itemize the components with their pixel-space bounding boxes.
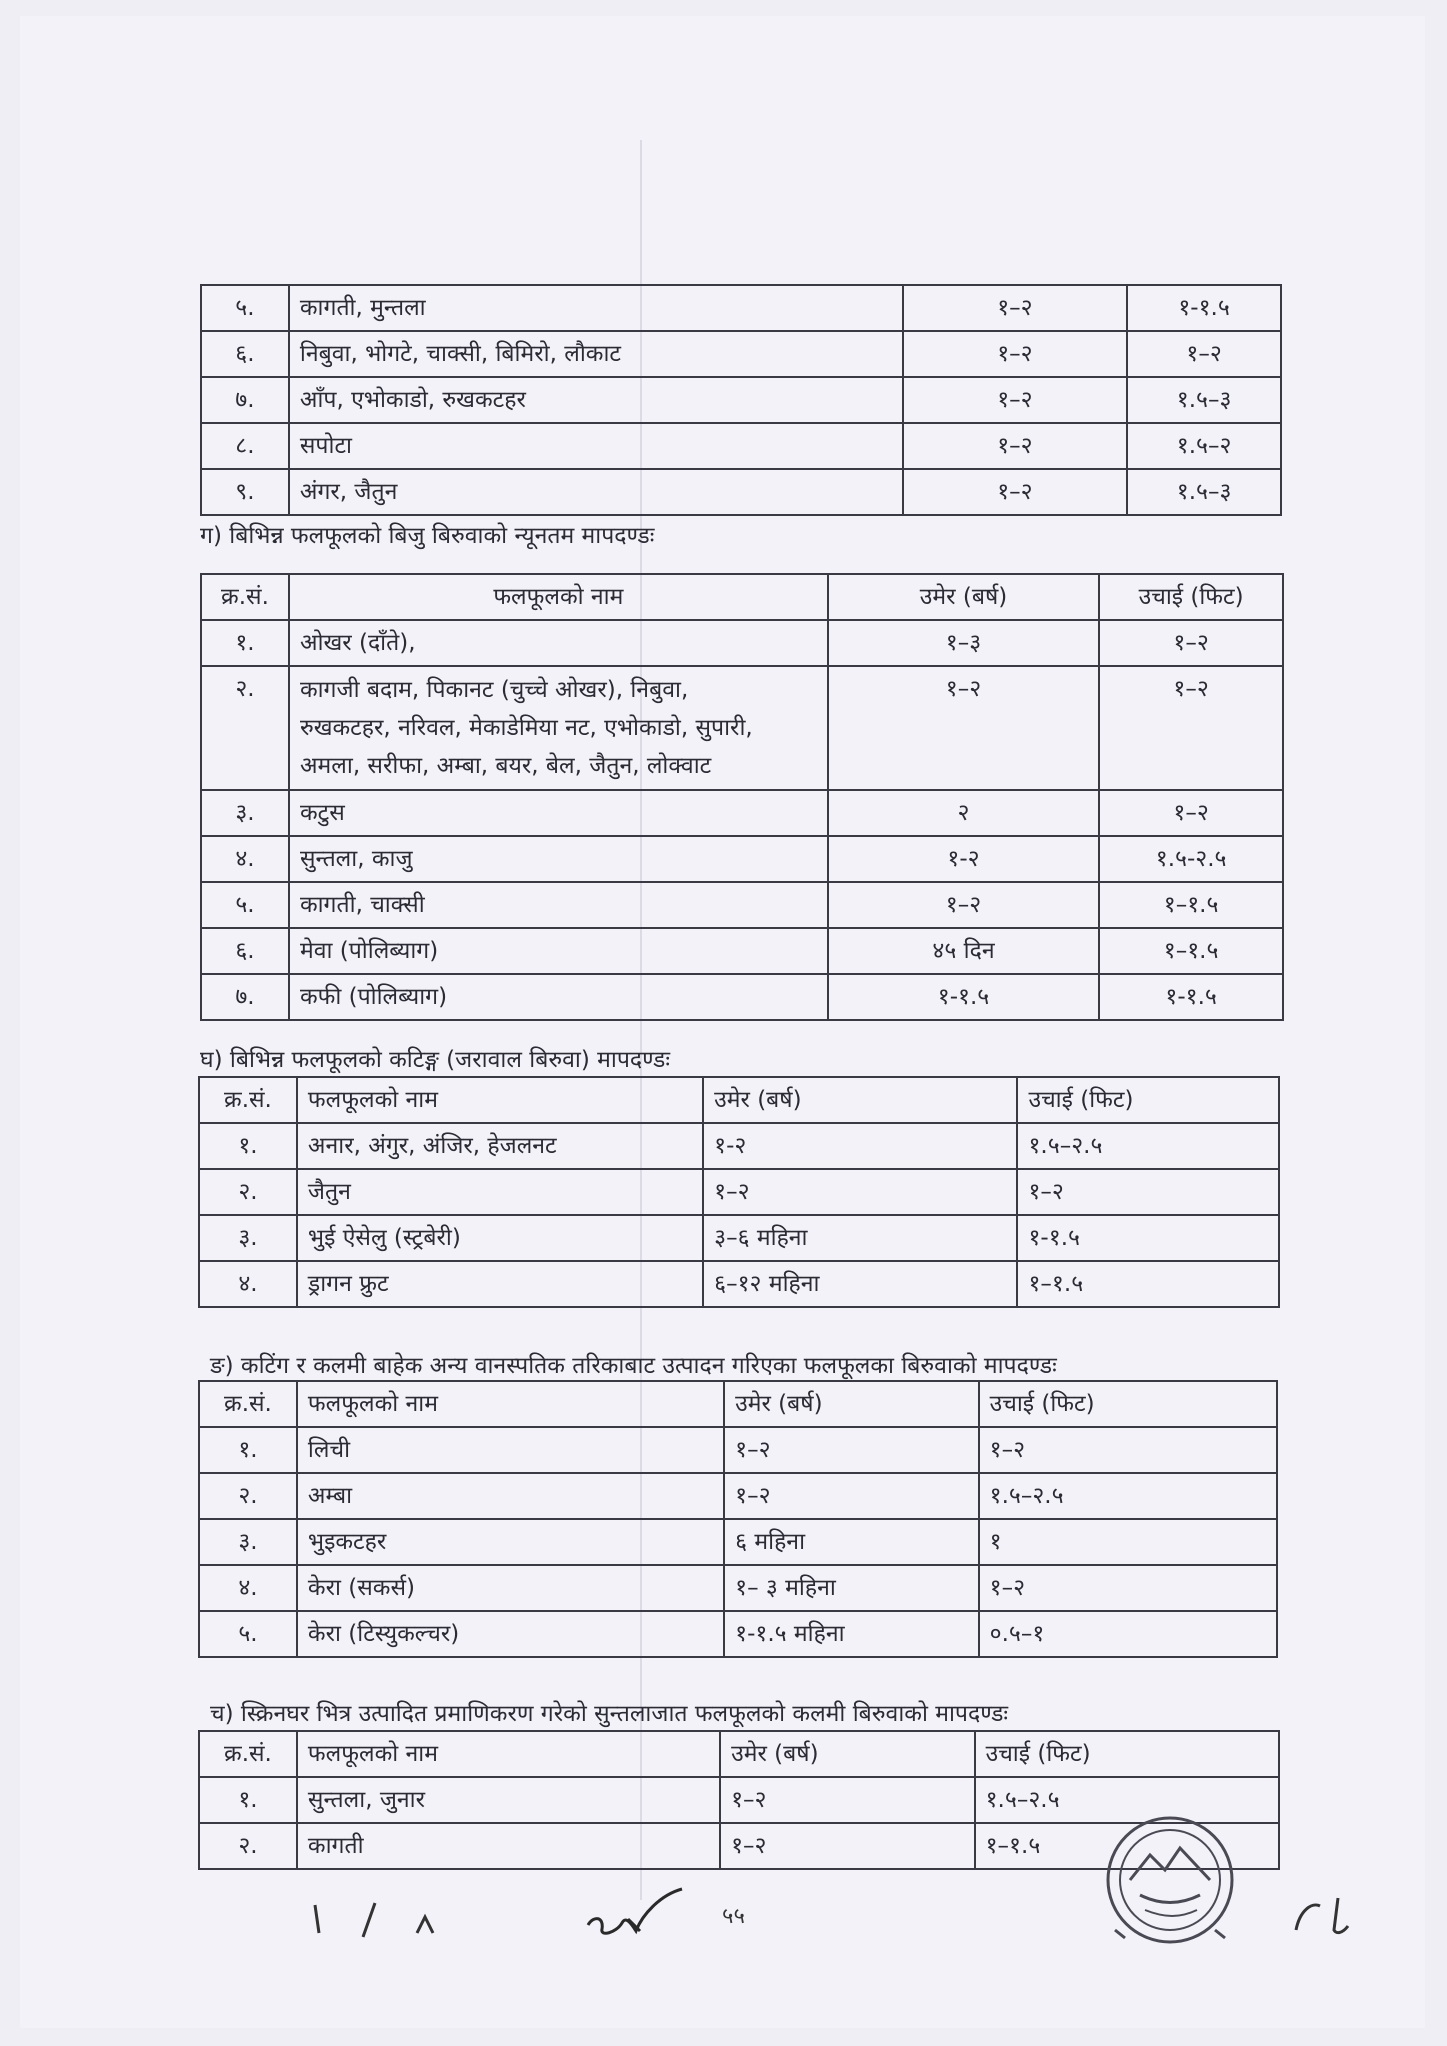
age-cell: ६ महिना xyxy=(724,1519,979,1565)
column-header-serial: क्र.सं. xyxy=(199,1381,297,1427)
column-header-serial: क्र.सं. xyxy=(201,574,289,620)
section-ch-heading: च) स्क्रिनघर भित्र उत्पादित प्रमाणिकरण गरेको सुन्तलाजात फलफूलको कलमी बिरुवाको मापदण्डः xyxy=(210,1701,1009,1727)
serial-cell: ८. xyxy=(201,423,289,469)
column-header-fruit-name: फलफूलको नाम xyxy=(289,574,828,620)
fruit-name-cell: कफी (पोलिब्याग) xyxy=(289,974,828,1020)
table-row xyxy=(199,1169,1279,1215)
age-cell: १-२ xyxy=(703,1123,1017,1169)
age-cell: १–२ xyxy=(903,377,1128,423)
column-header-age: उमेर (बर्ष) xyxy=(703,1077,1017,1123)
age-cell: १–२ xyxy=(724,1473,979,1519)
table-row xyxy=(199,1565,1277,1611)
column-header-fruit-name: फलफूलको नाम xyxy=(297,1731,720,1777)
fruit-name-cell: कटुस xyxy=(289,790,828,836)
age-cell: १–२ xyxy=(828,666,1099,790)
serial-cell: ४. xyxy=(199,1565,297,1611)
fruit-name-cell: कागती, मुन्तला xyxy=(289,285,903,331)
fruit-name-cell: ओखर (दाँते), xyxy=(289,620,828,666)
fruit-name-cell: केरा (टिस्युकल्चर) xyxy=(297,1611,724,1657)
column-header-height: उचाई (फिट) xyxy=(1017,1077,1279,1123)
height-cell: १ xyxy=(979,1519,1277,1565)
fruit-name-cell: अम्बा xyxy=(297,1473,724,1519)
height-cell: १–१.५ xyxy=(975,1823,1279,1869)
height-cell: १.५-२.५ xyxy=(1099,836,1283,882)
table-row xyxy=(199,1261,1279,1307)
table-header-row xyxy=(199,1381,1277,1427)
fruit-name-cell: कागती xyxy=(297,1823,720,1869)
column-header-age: उमेर (बर्ष) xyxy=(828,574,1099,620)
fruit-name-cell: भुइकटहर xyxy=(297,1519,724,1565)
age-cell: ६–१२ महिना xyxy=(703,1261,1017,1307)
table-row xyxy=(201,790,1283,836)
page-number: ५५ xyxy=(722,1904,745,1929)
column-header-fruit-name: फलफूलको नाम xyxy=(297,1077,703,1123)
fruit-name-cell: भुई ऐसेलु (स्ट्रबेरी) xyxy=(297,1215,703,1261)
fruit-name-cell: ड्रागन फ्रुट xyxy=(297,1261,703,1307)
height-cell: १–१.५ xyxy=(1099,882,1283,928)
table-section-gh xyxy=(198,1076,1280,1308)
height-cell: १–२ xyxy=(1127,331,1281,377)
serial-cell: ६. xyxy=(201,928,289,974)
age-cell: ४५ दिन xyxy=(828,928,1099,974)
serial-cell: २. xyxy=(201,666,289,790)
table-body xyxy=(201,285,1281,515)
column-header-height: उचाई (फिट) xyxy=(975,1731,1279,1777)
age-cell: १–२ xyxy=(903,331,1128,377)
serial-cell: ५. xyxy=(201,285,289,331)
table-header-row xyxy=(201,574,1283,620)
height-cell: १.५–२.५ xyxy=(1017,1123,1279,1169)
height-cell: १–२ xyxy=(1017,1169,1279,1215)
fruit-name-cell: कागती, चाक्सी xyxy=(289,882,828,928)
height-cell: १–२ xyxy=(979,1427,1277,1473)
height-cell: १–२ xyxy=(1099,790,1283,836)
table-header-row xyxy=(199,1077,1279,1123)
age-cell: १–२ xyxy=(903,469,1128,515)
height-cell: १-१.५ xyxy=(1017,1215,1279,1261)
age-cell: १-२ xyxy=(828,836,1099,882)
column-header-height: उचाई (फिट) xyxy=(1099,574,1283,620)
table-body xyxy=(199,1123,1279,1307)
official-seal-stamp xyxy=(1085,1810,1255,1960)
table-row xyxy=(201,928,1283,974)
age-cell: १–२ xyxy=(720,1823,975,1869)
fruit-name-cell: कागजी बदाम, पिकानट (चुच्चे ओखर), निबुवा, रुखकटहर, नरिवल, मेकाडेमिया नट, एभोकाडो, सुपारी, अमला, सरीफा, अम्बा, बयर, बेल, जैतुन, लोक्वाट xyxy=(289,666,828,790)
table-row xyxy=(199,1473,1277,1519)
initials-signature-left xyxy=(305,1895,475,1945)
age-cell: १–२ xyxy=(720,1777,975,1823)
age-cell: १–२ xyxy=(903,423,1128,469)
serial-cell: ९. xyxy=(201,469,289,515)
section-gh-heading: घ) बिभिन्न फलफूलको कटिङ्ग (जरावाल बिरुवा) मापदण्डः xyxy=(200,1047,670,1073)
age-cell: १–२ xyxy=(724,1427,979,1473)
height-cell: ०.५–१ xyxy=(979,1611,1277,1657)
table-row xyxy=(201,377,1281,423)
table-row xyxy=(199,1427,1277,1473)
age-cell: १–२ xyxy=(703,1169,1017,1215)
serial-cell: १. xyxy=(199,1427,297,1473)
serial-cell: १. xyxy=(199,1777,297,1823)
height-cell: १–२ xyxy=(979,1565,1277,1611)
age-cell: १-१.५ xyxy=(828,974,1099,1020)
height-cell: १-१.५ xyxy=(1099,974,1283,1020)
serial-cell: १. xyxy=(199,1123,297,1169)
initials-signature-right xyxy=(1290,1890,1370,1940)
age-cell: ३–६ महिना xyxy=(703,1215,1017,1261)
section-g-heading: ग) बिभिन्न फलफूलको बिजु बिरुवाको न्यूनतम मापदण्डः xyxy=(200,523,655,549)
table-body xyxy=(199,1427,1277,1657)
fruit-name-cell: सुन्तला, जुनार xyxy=(297,1777,720,1823)
table-top-continuation xyxy=(200,284,1282,516)
serial-cell: १. xyxy=(201,620,289,666)
height-cell: १-१.५ xyxy=(1127,285,1281,331)
table-row xyxy=(201,620,1283,666)
height-cell: १–१.५ xyxy=(1017,1261,1279,1307)
serial-cell: ५. xyxy=(201,882,289,928)
fruit-name-cell: लिची xyxy=(297,1427,724,1473)
fruit-name-cell: आँप, एभोकाडो, रुखकटहर xyxy=(289,377,903,423)
table-row xyxy=(199,1611,1277,1657)
fruit-name-cell: सपोटा xyxy=(289,423,903,469)
height-cell: १–२ xyxy=(1099,620,1283,666)
section-ng-heading: ङ) कटिंग र कलमी बाहेक अन्य वानस्पतिक तरिकाबाट उत्पादन गरिएका फलफूलका बिरुवाको मापदण्डः xyxy=(210,1353,1057,1379)
table-row xyxy=(201,974,1283,1020)
age-cell: १–३ xyxy=(828,620,1099,666)
table-row xyxy=(199,1215,1279,1261)
table-section-ng xyxy=(198,1380,1278,1658)
serial-cell: ५. xyxy=(199,1611,297,1657)
table-row xyxy=(201,423,1281,469)
table-row xyxy=(201,469,1281,515)
age-cell: २ xyxy=(828,790,1099,836)
serial-cell: ३. xyxy=(199,1519,297,1565)
handwritten-signature-center xyxy=(580,1885,690,1945)
column-header-age: उमेर (बर्ष) xyxy=(724,1381,979,1427)
fruit-name-cell: सुन्तला, काजु xyxy=(289,836,828,882)
table-row xyxy=(199,1123,1279,1169)
height-cell: १.५–३ xyxy=(1127,469,1281,515)
serial-cell: २. xyxy=(199,1473,297,1519)
table-row xyxy=(201,666,1283,790)
age-cell: १–२ xyxy=(903,285,1128,331)
fruit-name-cell: अनार, अंगुर, अंजिर, हेजलनट xyxy=(297,1123,703,1169)
column-header-age: उमेर (बर्ष) xyxy=(720,1731,975,1777)
serial-cell: ४. xyxy=(201,836,289,882)
height-cell: १.५–३ xyxy=(1127,377,1281,423)
fruit-name-cell: मेवा (पोलिब्याग) xyxy=(289,928,828,974)
serial-cell: ४. xyxy=(199,1261,297,1307)
height-cell: १.५–२.५ xyxy=(979,1473,1277,1519)
serial-cell: ६. xyxy=(201,331,289,377)
column-header-serial: क्र.सं. xyxy=(199,1731,297,1777)
table-body xyxy=(201,620,1283,1020)
height-cell: १.५–२.५ xyxy=(975,1777,1279,1823)
fruit-name-cell: अंगर, जैतुन xyxy=(289,469,903,515)
table-row xyxy=(201,331,1281,377)
age-cell: १– ३ महिना xyxy=(724,1565,979,1611)
serial-cell: २. xyxy=(199,1823,297,1869)
fruit-name-cell: निबुवा, भोगटे, चाक्सी, बिमिरो, लौकाट xyxy=(289,331,903,377)
table-header-row xyxy=(199,1731,1279,1777)
table-section-g xyxy=(200,573,1284,1021)
height-cell: १–२ xyxy=(1099,666,1283,790)
age-cell: १-१.५ महिना xyxy=(724,1611,979,1657)
column-header-fruit-name: फलफूलको नाम xyxy=(297,1381,724,1427)
fruit-name-cell: जैतुन xyxy=(297,1169,703,1215)
table-row xyxy=(199,1519,1277,1565)
serial-cell: ७. xyxy=(201,974,289,1020)
column-header-serial: क्र.सं. xyxy=(199,1077,297,1123)
serial-cell: २. xyxy=(199,1169,297,1215)
table-row xyxy=(201,285,1281,331)
height-cell: १–१.५ xyxy=(1099,928,1283,974)
serial-cell: ३. xyxy=(199,1215,297,1261)
table-row xyxy=(201,882,1283,928)
serial-cell: ७. xyxy=(201,377,289,423)
column-header-height: उचाई (फिट) xyxy=(979,1381,1277,1427)
serial-cell: ३. xyxy=(201,790,289,836)
height-cell: १.५–२ xyxy=(1127,423,1281,469)
fruit-name-cell: केरा (सकर्स) xyxy=(297,1565,724,1611)
table-row xyxy=(201,836,1283,882)
age-cell: १–२ xyxy=(828,882,1099,928)
